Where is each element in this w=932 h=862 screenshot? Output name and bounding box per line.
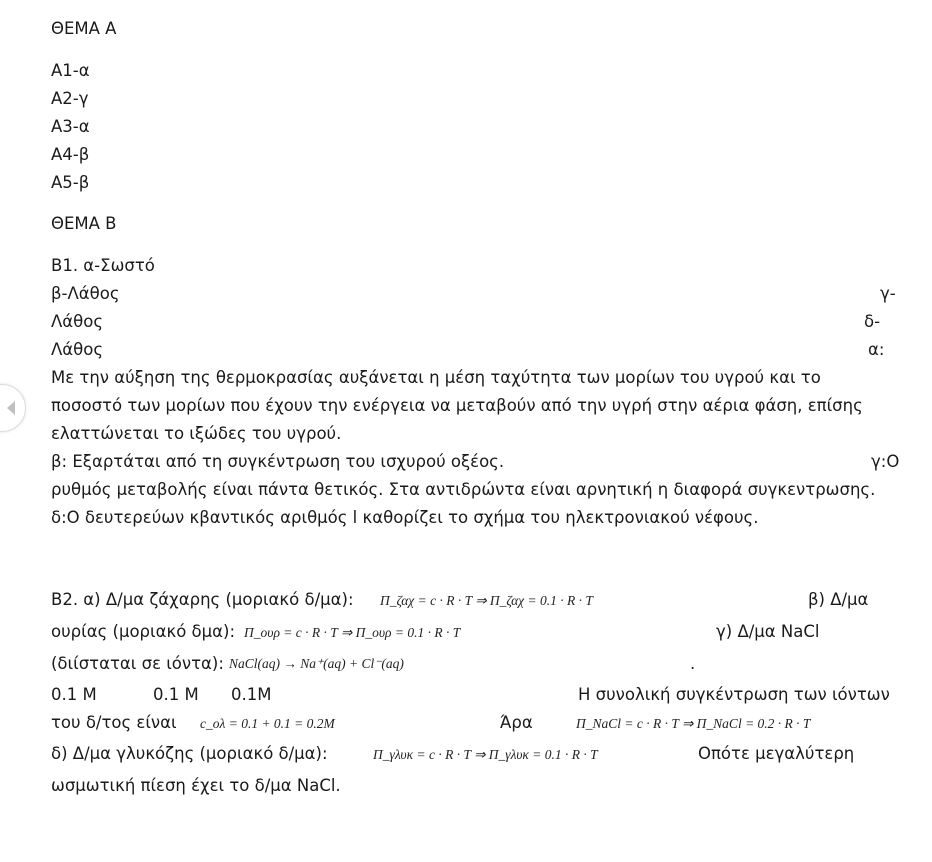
- eq-total-conc: c_ολ = 0.1 + 0.1 = 0.2M: [200, 716, 335, 731]
- answer-a3: Α3-α: [51, 117, 90, 136]
- chevron-left-icon: [5, 400, 17, 416]
- b2-line1-text: Β2. α) Δ/μα ζάχαρης (μοριακό δ/μα):: [51, 590, 354, 609]
- b2-line6-text: δ) Δ/μα γλυκόζης (μοριακό δ/μα):: [51, 744, 328, 763]
- eq-glucose: Π_γλυκ = c · R · T ⇒ Π_γλυκ = 0.1 · R · T: [373, 747, 598, 762]
- previous-page-button[interactable]: [0, 384, 26, 432]
- b1-gamma-label: γ-: [880, 284, 896, 303]
- b1-alpha-text-2: ποσοστό των μορίων που έχουν την ενέργεια να μεταβούν από την υγρή στην αέρια φάση, επίσης: [51, 396, 863, 415]
- b1-alpha-text-3: ελαττώνεται το ιξώδες του υγρού.: [51, 424, 342, 443]
- b1-beta-label: β-Λάθος: [51, 284, 120, 303]
- eq-urea: Π_ουρ = c · R · T ⇒ Π_ουρ = 0.1 · R · T: [244, 625, 461, 640]
- b2-line3-text: (διίσταται σε ιόντα):: [51, 654, 224, 673]
- section-a-title: ΘΕΜΑ Α: [51, 19, 117, 38]
- b2-beta-label: β) Δ/μα: [808, 590, 869, 609]
- b1-delta-label: δ-: [864, 312, 881, 331]
- b2-conclusion-1: Οπότε μεγαλύτερη: [698, 744, 855, 763]
- b1-gamma-text: ρυθμός μεταβολής είναι πάντα θετικός. Στα αντιδρώντα είναι αρνητική η διαφορά συγκεντρωσης.: [51, 480, 876, 499]
- answer-a5: Α5-β: [51, 173, 90, 192]
- section-b-title: ΘΕΜΑ Β: [51, 214, 117, 233]
- b1-delta-text: δ:Ο δευτερεύων κβαντικός αριθμός l καθορίζει το σχήμα του ηλεκτρονιακού νέφους.: [51, 508, 759, 527]
- b1-alpha-label: α:: [868, 340, 885, 359]
- conc-3: 0.1M: [231, 685, 272, 704]
- answer-a1: Α1-α: [51, 61, 90, 80]
- b2-ara: Άρα: [500, 713, 533, 732]
- eq-nacl-pressure: Π_NaCl = c · R · T ⇒ Π_NaCl = 0.2 · R · T: [576, 716, 811, 731]
- b1-lathos-1: Λάθος: [51, 312, 104, 331]
- b2-gamma-label: γ) Δ/μα NaCl: [716, 622, 820, 641]
- answer-a2: Α2-γ: [51, 89, 89, 108]
- b2-line5-text: του δ/τος είναι: [51, 713, 177, 732]
- b2-total-text: Η συνολική συγκέντρωση των ιόντων: [578, 685, 890, 704]
- eq-sugar: Π_ζαχ = c · R · T ⇒ Π_ζαχ = 0.1 · R · T: [380, 593, 593, 608]
- conc-1: 0.1 M: [51, 685, 97, 704]
- b2-period: .: [690, 654, 696, 673]
- b1-line1: Β1. α-Σωστό: [51, 256, 155, 275]
- b1-lathos-2: Λάθος: [51, 340, 104, 359]
- b1-alpha-text-1: Με την αύξηση της θερμοκρασίας αυξάνεται η μέση ταχύτητα των μορίων του υγρού και το: [51, 368, 821, 387]
- answer-a4: Α4-β: [51, 145, 90, 164]
- b1-beta-text: β: Εξαρτάται από τη συγκέντρωση του ισχυρού οξέος.: [51, 452, 505, 471]
- conc-2: 0.1 M: [153, 685, 199, 704]
- b2-line2-text: ουρίας (μοριακό δμα):: [51, 622, 235, 641]
- b2-conclusion-2: ωσμωτική πίεση έχει το δ/μα NaCl.: [51, 776, 341, 795]
- eq-nacl-dissociation: NaCl(aq) → Na⁺(aq) + Cl⁻(aq): [229, 656, 404, 671]
- b1-gamma-start: γ:Ο: [871, 452, 900, 471]
